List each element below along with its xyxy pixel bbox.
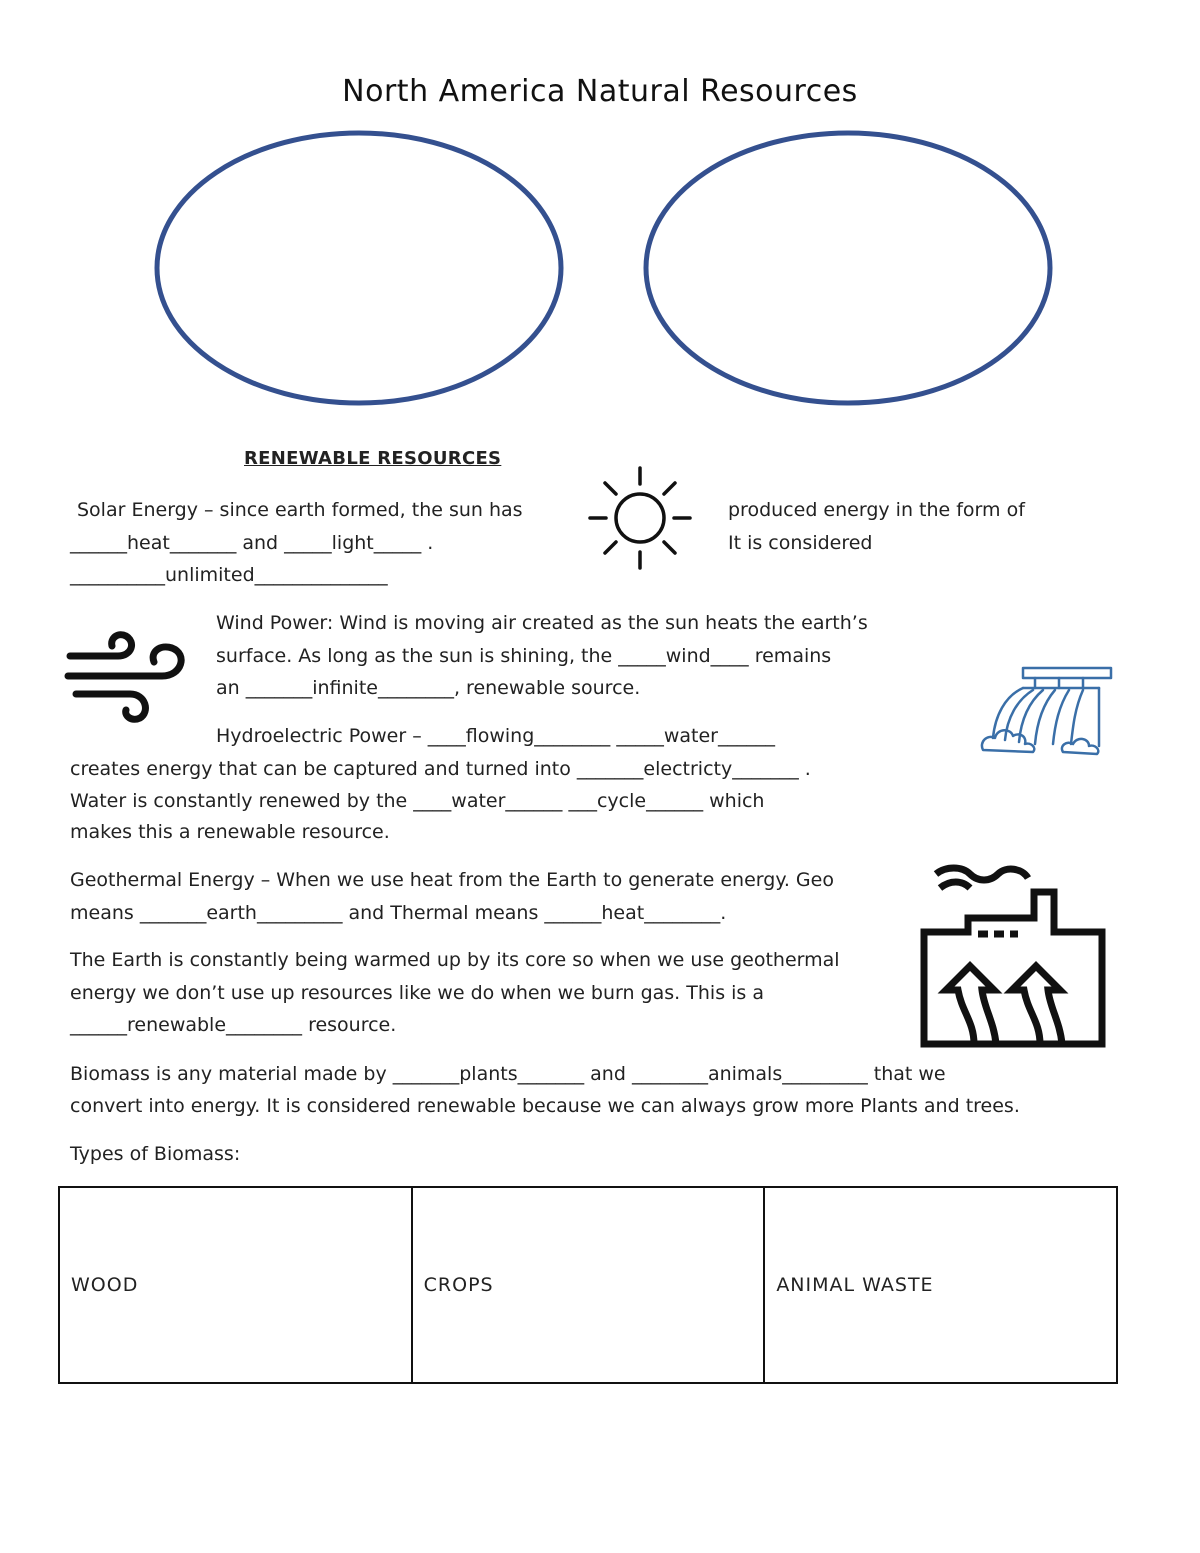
hydro-text-line4: makes this a renewable resource. <box>70 821 390 843</box>
biomass-text-line2: convert into energy. It is considered renewable because we can always grow more Plants and trees. <box>70 1095 1020 1117</box>
geo-text-line5: ______renewable________ resource. <box>70 1014 397 1036</box>
geo-text-line3: The Earth is constantly being warmed up by its core so when we use geothermal <box>70 949 840 971</box>
solar-text-right-line2: It is considered <box>728 532 873 554</box>
table-cell-crops: CROPS <box>412 1187 765 1383</box>
solar-text-line2: ______heat_______ and _____light_____ . <box>70 532 434 554</box>
wind-icon <box>62 630 194 726</box>
table-row <box>59 1187 1117 1383</box>
right-answer-oval <box>646 133 1050 403</box>
geo-text-line1: Geothermal Energy – When we use heat from the Earth to generate energy. Geo <box>70 869 834 891</box>
biomass-text-line1: Biomass is any material made by _______plants_______ and ________animals_________ that we <box>70 1063 946 1085</box>
wind-text-line3: an _______infinite________, renewable source. <box>216 677 641 699</box>
geothermal-icon <box>918 862 1108 1050</box>
solar-text-line3: __________unlimited______________ <box>70 564 388 586</box>
table-cell-wood: WOOD <box>59 1187 412 1383</box>
geo-text-line2: means _______earth_________ and Thermal means ______heat________. <box>70 902 727 924</box>
geo-text-line4: energy we don’t use up resources like we do when we burn gas. This is a <box>70 982 764 1004</box>
types-of-biomass-label: Types of Biomass: <box>70 1143 241 1165</box>
left-answer-oval <box>157 133 561 403</box>
hydro-text-line1: Hydroelectric Power – ____flowing________ _____water______ <box>216 725 775 747</box>
wind-text-line1: Wind Power: Wind is moving air created as the sun heats the earth’s <box>216 612 868 634</box>
biomass-types-table <box>58 1186 1118 1384</box>
solar-text-line1: Solar Energy – since earth formed, the sun has <box>77 499 523 521</box>
answer-ovals <box>0 0 1200 430</box>
page-title: North America Natural Resources <box>342 74 858 109</box>
hydro-text-line2: creates energy that can be captured and turned into _______electricty_______ . <box>70 758 811 780</box>
section-heading: RENEWABLE RESOURCES <box>244 448 502 469</box>
table-cell-animal-waste: ANIMAL WASTE <box>764 1187 1117 1383</box>
solar-text-right-line1: produced energy in the form of <box>728 499 1025 521</box>
sun-icon <box>578 460 704 578</box>
hydro-text-line3: Water is constantly renewed by the ____water______ ___cycle______ which <box>70 790 765 812</box>
dam-icon <box>975 664 1117 760</box>
wind-text-line2: surface. As long as the sun is shining, the _____wind____ remains <box>216 645 832 667</box>
